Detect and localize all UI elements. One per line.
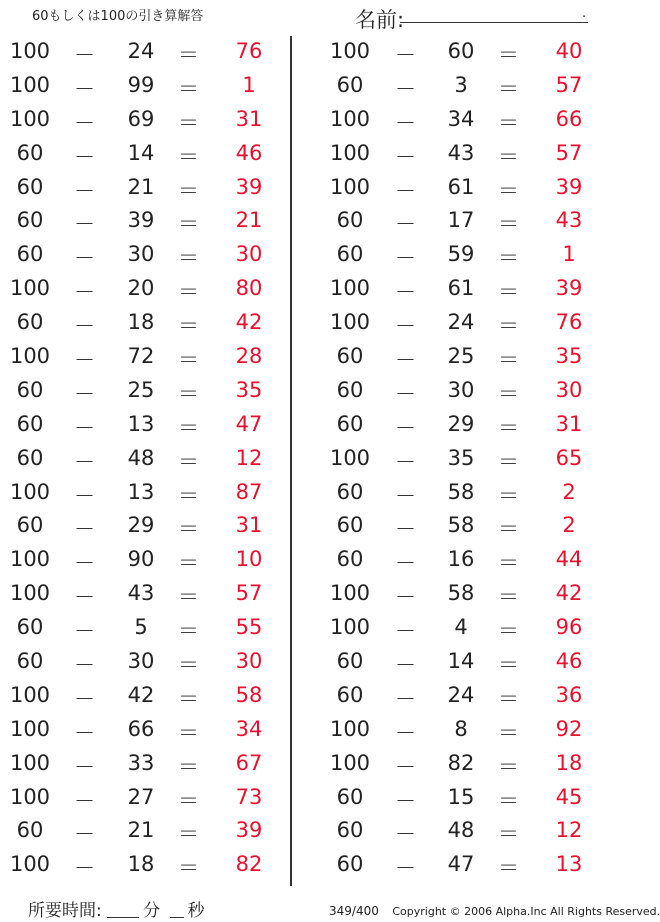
minus-sign: － [395,246,416,271]
minus-sign: － [395,754,416,779]
minuend: 60 [16,649,44,674]
minuend: 60 [336,547,364,572]
answer: 30 [555,377,583,402]
minuend: 60 [336,72,364,97]
answer: 21 [235,208,263,233]
minuend: 100 [9,106,51,131]
seconds-unit: 秒 [187,901,205,921]
minuend: 100 [9,784,51,809]
answer: 96 [555,615,583,640]
subtrahend: 47 [447,852,475,877]
subtrahend: 99 [127,72,155,97]
minuend: 60 [16,242,44,267]
minus-sign: － [395,348,416,373]
minuend: 60 [336,682,364,707]
equals-sign: ＝ [178,212,199,237]
equals-sign: ＝ [178,788,199,813]
minuend: 60 [16,174,44,199]
minuend: 60 [16,818,44,843]
answer: 66 [555,106,583,131]
minuend: 60 [16,377,44,402]
minuend: 100 [9,276,51,301]
equals-sign: ＝ [178,144,199,169]
equals-sign: ＝ [498,517,519,542]
answer: 57 [555,140,583,165]
minus-sign: － [74,585,95,610]
subtrahend: 90 [127,547,155,572]
subtrahend: 25 [447,344,475,369]
subtrahend: 59 [447,242,475,267]
equals-sign: ＝ [498,856,519,881]
subtrahend: 30 [127,649,155,674]
equals-sign: ＝ [178,483,199,508]
answer: 40 [555,39,583,63]
minus-sign: － [395,144,416,169]
answer: 55 [235,615,263,640]
minus-sign: － [395,856,416,881]
minus-sign: － [74,43,95,67]
name-field-label [355,4,404,34]
minus-sign: － [395,43,416,67]
subtrahend: 48 [447,818,475,843]
minuend: 100 [9,39,51,63]
minus-sign: － [74,76,95,101]
seconds-blank [170,901,184,918]
minus-sign: － [395,517,416,542]
subtrahend: 3 [454,72,468,97]
equals-sign: ＝ [498,246,519,271]
equals-sign: ＝ [178,43,199,67]
subtrahend: 29 [127,513,155,538]
answer: 58 [235,682,263,707]
answer: 76 [555,310,583,335]
answer: 39 [235,818,263,843]
subtrahend: 61 [447,276,475,301]
minus-sign: － [395,788,416,813]
answer: 39 [555,174,583,199]
answer: 30 [235,649,263,674]
equals-sign: ＝ [178,415,199,440]
subtrahend: 27 [127,784,155,809]
subtrahend: 39 [127,208,155,233]
subtrahend: 61 [447,174,475,199]
minuend: 100 [9,344,51,369]
subtrahend: 58 [447,581,475,606]
subtrahend: 17 [447,208,475,233]
answer: 31 [555,411,583,436]
equals-sign: ＝ [498,822,519,847]
minus-sign: － [74,619,95,644]
equals-sign: ＝ [498,415,519,440]
answer: 2 [562,479,576,504]
answer: 13 [555,852,583,877]
subtrahend: 21 [127,174,155,199]
equals-sign: ＝ [498,381,519,406]
name-line-dot: . [582,6,587,21]
minuend: 100 [9,852,51,877]
equals-sign: ＝ [178,619,199,644]
minus-sign: － [395,280,416,305]
subtrahend: 58 [447,479,475,504]
equals-sign: ＝ [498,110,519,135]
answer: 31 [235,106,263,131]
equals-sign: ＝ [498,585,519,610]
minus-sign: － [74,856,95,881]
minus-sign: － [395,381,416,406]
minus-sign: － [74,246,95,271]
minus-sign: － [395,653,416,678]
minuend: 60 [16,140,44,165]
equals-sign: ＝ [498,449,519,474]
subtrahend: 43 [127,581,155,606]
equals-sign: ＝ [178,517,199,542]
equals-sign: ＝ [178,178,199,203]
minus-sign: － [74,178,95,203]
equals-sign: ＝ [178,246,199,271]
equals-sign: ＝ [178,822,199,847]
subtrahend: 18 [127,852,155,877]
answer: 12 [555,818,583,843]
subtrahend: 5 [134,615,148,640]
minus-sign: － [395,619,416,644]
answer: 18 [555,750,583,775]
equals-sign: ＝ [498,619,519,644]
subtrahend: 66 [127,716,155,741]
answer: 34 [235,716,263,741]
minuend: 100 [9,716,51,741]
equals-sign: ＝ [178,280,199,305]
subtrahend: 24 [447,310,475,335]
equals-sign: ＝ [178,856,199,881]
equals-sign: ＝ [498,483,519,508]
subtrahend: 72 [127,344,155,369]
subtrahend: 8 [454,716,468,741]
equals-sign: ＝ [498,720,519,745]
equals-sign: ＝ [178,110,199,135]
column-divider [290,36,292,886]
subtrahend: 4 [454,615,468,640]
minus-sign: － [395,483,416,508]
equals-sign: ＝ [498,178,519,203]
minuend: 100 [329,310,371,335]
subtrahend: 42 [127,682,155,707]
subtrahend: 18 [127,310,155,335]
answer: 47 [235,411,263,436]
equals-sign: ＝ [498,686,519,711]
answer: 57 [555,72,583,97]
minus-sign: － [395,76,416,101]
subtrahend: 43 [447,140,475,165]
minuend: 100 [329,174,371,199]
answer: 45 [555,784,583,809]
answer: 87 [235,479,263,504]
answer: 46 [235,140,263,165]
subtrahend: 34 [447,106,475,131]
subtrahend: 20 [127,276,155,301]
subtrahend: 33 [127,750,155,775]
equals-sign: ＝ [498,788,519,813]
subtrahend: 30 [447,377,475,402]
minus-sign: － [74,686,95,711]
minuend: 60 [336,411,364,436]
equals-sign: ＝ [498,144,519,169]
minuend: 100 [9,72,51,97]
minuend: 100 [9,750,51,775]
minuend: 100 [329,750,371,775]
answer: 80 [235,276,263,301]
answer: 67 [235,750,263,775]
equals-sign: ＝ [498,754,519,779]
equals-sign: ＝ [498,212,519,237]
minuend: 100 [329,276,371,301]
subtrahend: 16 [447,547,475,572]
equals-sign: ＝ [178,720,199,745]
minuend: 100 [329,716,371,741]
subtrahend: 82 [447,750,475,775]
equals-sign: ＝ [178,314,199,339]
subtrahend: 35 [447,445,475,470]
subtrahend: 21 [127,818,155,843]
equals-sign: ＝ [498,551,519,576]
answer: 92 [555,716,583,741]
minuend: 60 [336,479,364,504]
subtrahend: 30 [127,242,155,267]
answer: 82 [235,852,263,877]
minuend: 100 [9,682,51,707]
minus-sign: － [395,822,416,847]
minus-sign: － [74,280,95,305]
minuend: 100 [329,615,371,640]
answer: 39 [235,174,263,199]
answer: 57 [235,581,263,606]
name-label: 名前: [355,8,405,32]
minuend: 100 [9,581,51,606]
answer: 44 [555,547,583,572]
page-footer [329,904,660,918]
minuend: 60 [16,615,44,640]
minus-sign: － [395,212,416,237]
minuend: 60 [16,513,44,538]
minus-sign: － [74,348,95,373]
minus-sign: － [74,720,95,745]
subtrahend: 48 [127,445,155,470]
equals-sign: ＝ [178,686,199,711]
minus-sign: － [74,653,95,678]
answer: 39 [555,276,583,301]
minus-sign: － [74,110,95,135]
minus-sign: － [395,585,416,610]
minus-sign: － [74,754,95,779]
minuend: 100 [329,581,371,606]
equals-sign: ＝ [178,585,199,610]
minuend: 60 [336,818,364,843]
page-number: 349/400 [329,904,379,918]
minus-sign: － [74,788,95,813]
minus-sign: － [74,483,95,508]
equals-sign: ＝ [498,76,519,101]
equals-sign: ＝ [498,314,519,339]
minuend: 100 [9,479,51,504]
minuend: 100 [329,106,371,131]
minuend: 60 [336,513,364,538]
minutes-blank [107,901,139,918]
equals-sign: ＝ [178,653,199,678]
minus-sign: － [395,110,416,135]
answer: 65 [555,445,583,470]
equals-sign: ＝ [178,76,199,101]
answer: 35 [555,344,583,369]
subtrahend: 29 [447,411,475,436]
minus-sign: － [395,551,416,576]
subtrahend: 24 [447,682,475,707]
equals-sign: ＝ [498,43,519,67]
answer: 12 [235,445,263,470]
answer: 35 [235,377,263,402]
answer: 28 [235,344,263,369]
minus-sign: － [74,449,95,474]
minus-sign: － [395,178,416,203]
minus-sign: － [395,415,416,440]
minus-sign: － [74,314,95,339]
minuend: 100 [329,39,371,63]
answer: 30 [235,242,263,267]
minuend: 60 [16,208,44,233]
minus-sign: － [74,381,95,406]
answer: 31 [235,513,263,538]
subtrahend: 14 [447,649,475,674]
answer: 76 [235,39,263,63]
minus-sign: － [74,551,95,576]
subtrahend: 14 [127,140,155,165]
minus-sign: － [74,517,95,542]
minuend: 100 [329,445,371,470]
name-blank-line [400,22,588,23]
answer: 2 [562,513,576,538]
answer: 42 [555,581,583,606]
equals-sign: ＝ [178,348,199,373]
minutes-unit: 分 [143,901,161,921]
worksheet-title: 60もしくは100の引き算解答 [32,9,204,24]
answer: 46 [555,649,583,674]
copyright-text: Copyright © 2006 Alpha.Inc All Rights Reserved. [392,905,660,918]
answer: 43 [555,208,583,233]
equals-sign: ＝ [498,348,519,373]
minuend: 60 [336,852,364,877]
minuend: 60 [336,242,364,267]
subtrahend: 58 [447,513,475,538]
subtrahend: 13 [127,411,155,436]
equals-sign: ＝ [178,449,199,474]
equals-sign: ＝ [178,551,199,576]
equals-sign: ＝ [178,754,199,779]
subtrahend: 13 [127,479,155,504]
minuend: 60 [336,377,364,402]
minus-sign: － [395,686,416,711]
equals-sign: ＝ [178,381,199,406]
minuend: 60 [16,445,44,470]
minus-sign: － [74,144,95,169]
answer: 36 [555,682,583,707]
minuend: 60 [16,411,44,436]
minus-sign: － [74,822,95,847]
minuend: 60 [16,310,44,335]
equals-sign: ＝ [498,280,519,305]
minus-sign: － [74,415,95,440]
minuend: 100 [329,140,371,165]
minus-sign: － [395,449,416,474]
subtrahend: 24 [127,39,155,63]
minuend: 60 [336,649,364,674]
subtrahend: 60 [447,39,475,63]
answer: 1 [242,72,256,97]
minuend: 60 [336,784,364,809]
minus-sign: － [395,314,416,339]
time-taken-field [28,896,209,921]
answer: 10 [235,547,263,572]
answer: 73 [235,784,263,809]
subtrahend: 15 [447,784,475,809]
minuend: 100 [9,547,51,572]
equals-sign: ＝ [498,653,519,678]
minus-sign: － [74,212,95,237]
minus-sign: － [395,720,416,745]
subtrahend: 25 [127,377,155,402]
minuend: 60 [336,208,364,233]
minuend: 60 [336,344,364,369]
subtrahend: 69 [127,106,155,131]
answer: 42 [235,310,263,335]
time-label: 所要時間: [28,901,102,921]
answer: 1 [562,242,576,267]
